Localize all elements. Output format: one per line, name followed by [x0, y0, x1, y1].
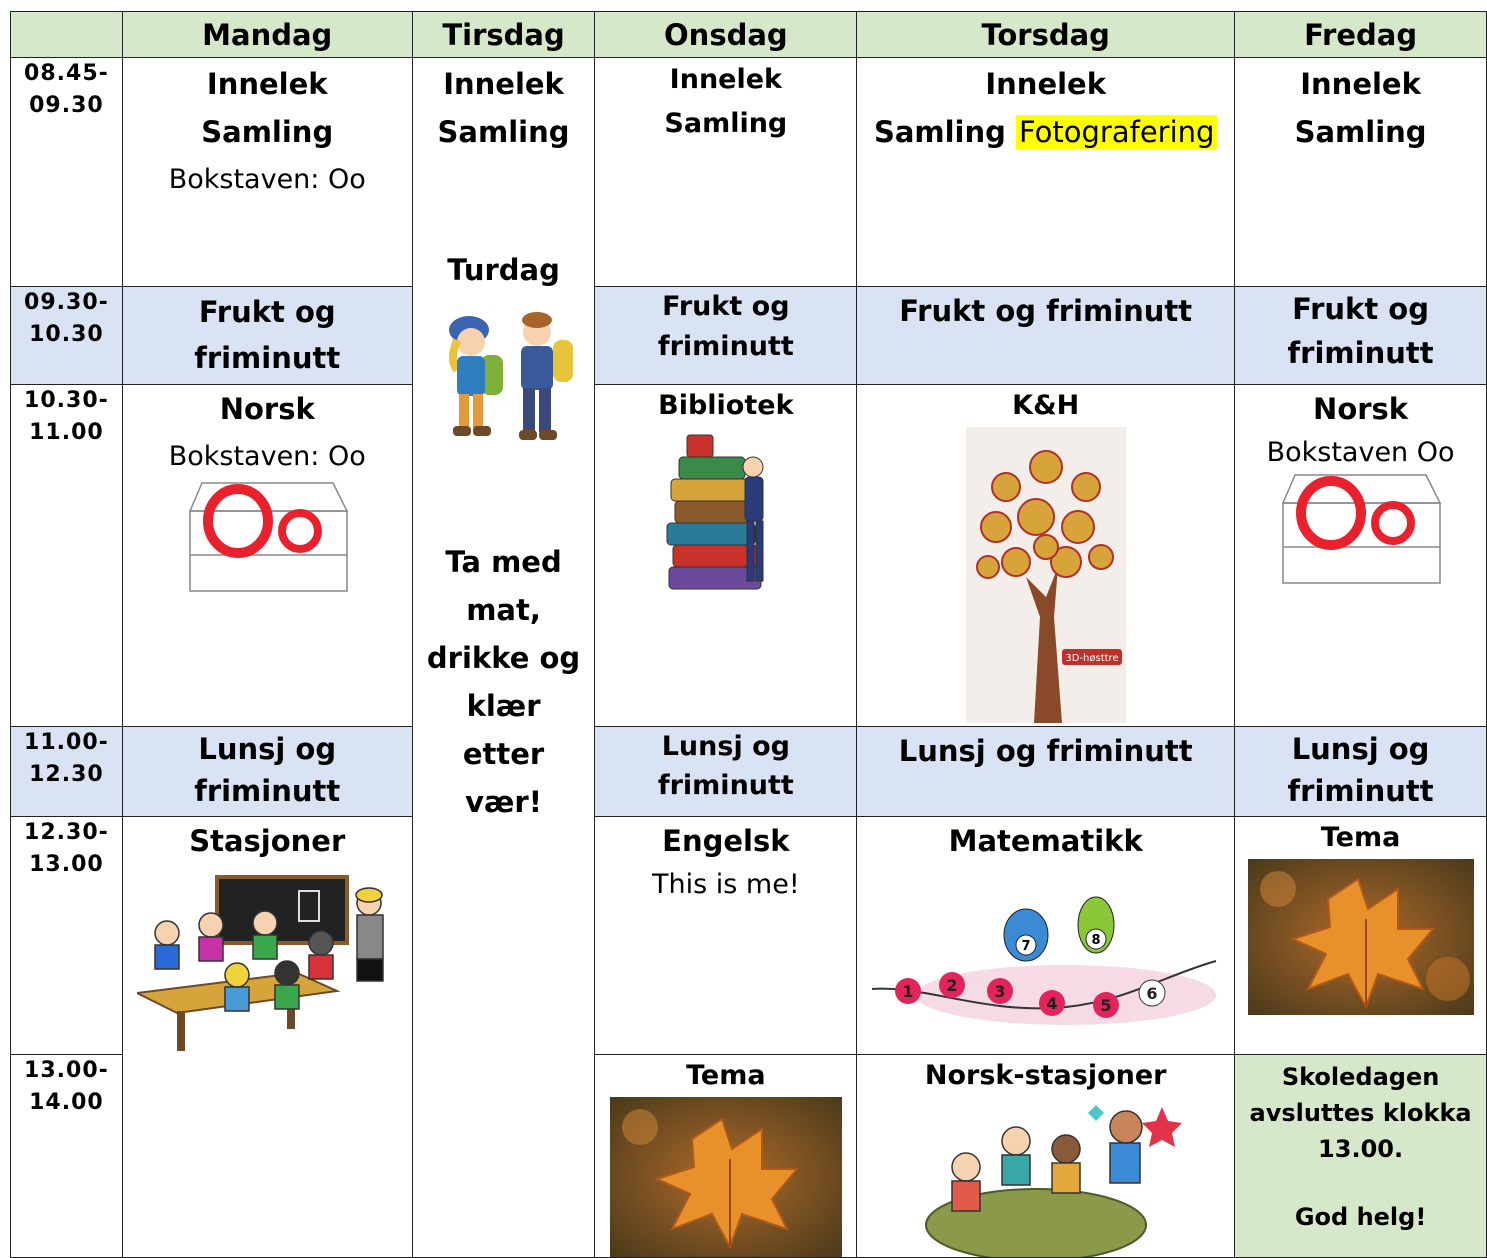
activity-title: Norsk — [1313, 392, 1409, 426]
break-label: Lunsj og — [1291, 732, 1430, 766]
header-mandag: Mandag — [122, 12, 412, 58]
fredag-row1 — [1235, 58, 1487, 287]
break-label: Frukt og — [198, 295, 336, 329]
fredag-row3 — [1235, 385, 1487, 727]
end-of-day-note: 13.00. — [1318, 1135, 1404, 1163]
autumn-leaf-photo — [610, 1097, 842, 1257]
break-label: Lunsj og — [661, 731, 790, 762]
turdag-title: Turdag — [447, 253, 560, 287]
break-label: Frukt og — [1292, 292, 1429, 326]
hikers-illustration — [429, 300, 579, 460]
onsdag-row2 — [595, 287, 857, 385]
tirsdag-column — [412, 58, 595, 1258]
photo-caption: 3D-høsttre — [1065, 653, 1119, 664]
time-slot-3 — [11, 385, 123, 727]
activity-title: Stasjoner — [189, 824, 346, 858]
activity-title: Innelek — [1300, 67, 1421, 101]
activity-title: Tema — [686, 1060, 766, 1091]
onsdag-row3 — [595, 385, 857, 727]
mandag-row3 — [122, 385, 412, 727]
mandag-row2 — [122, 287, 412, 385]
activity-title: K&H — [1012, 390, 1080, 421]
torsdag-samling-line — [857, 108, 1234, 156]
library-books-illustration — [661, 427, 791, 597]
god-helg-note: God helg! — [1294, 1203, 1427, 1231]
break-label: friminutt — [194, 774, 341, 808]
activity-title: Tema — [1320, 822, 1401, 853]
time-slot-4 — [11, 727, 123, 817]
time-end: 10.30 — [29, 322, 104, 347]
activity-title: Innelek — [206, 67, 328, 101]
time-end: 14.00 — [29, 1090, 104, 1115]
character-number: 7 — [1021, 939, 1031, 954]
mandag-row4 — [122, 727, 412, 817]
classroom-illustration — [137, 873, 397, 1063]
number-ball: 3 — [994, 982, 1006, 1001]
time-start: 08.45- — [24, 61, 109, 86]
torsdag-row6 — [857, 1055, 1235, 1258]
break-label: Lunsj og friminutt — [898, 734, 1193, 768]
letter-house-oo — [1273, 473, 1448, 585]
letter-house-oo — [180, 481, 355, 593]
end-of-day-note: Skoledagen — [1281, 1063, 1440, 1091]
activity-title: Norsk-stasjoner — [924, 1060, 1167, 1091]
activity-detail: Bokstaven: Oo — [168, 441, 366, 472]
header-corner — [11, 12, 123, 58]
header-onsdag: Onsdag — [595, 12, 857, 58]
activity-title: Samling — [873, 115, 1006, 149]
math-number-line-illustration — [866, 865, 1226, 1033]
break-label: Lunsj og — [198, 732, 337, 766]
header-fredag: Fredag — [1235, 12, 1487, 58]
number-ball: 4 — [1046, 994, 1058, 1013]
schedule-table — [10, 11, 1487, 1258]
tirsdag-note: Ta med — [445, 545, 562, 579]
activity-title: Samling — [201, 115, 334, 149]
time-start: 13.00- — [24, 1058, 109, 1083]
activity-detail: Bokstaven Oo — [1266, 437, 1455, 468]
break-label: friminutt — [194, 341, 341, 375]
onsdag-row6 — [595, 1055, 857, 1258]
time-slot-2 — [11, 287, 123, 385]
number-ball: 1 — [902, 982, 914, 1001]
activity-title: Norsk — [219, 392, 315, 426]
onsdag-row4 — [595, 727, 857, 817]
activity-detail: Bokstaven: Oo — [168, 164, 366, 195]
time-slot-5 — [11, 817, 123, 1055]
onsdag-row5 — [595, 817, 857, 1055]
torsdag-row2 — [857, 287, 1235, 385]
fredag-row2 — [1235, 287, 1487, 385]
time-start: 12.30- — [24, 820, 109, 845]
time-slot-6 — [11, 1055, 123, 1258]
activity-title: Innelek — [669, 64, 782, 95]
onsdag-row1 — [595, 58, 857, 287]
time-end: 11.00 — [29, 420, 104, 445]
activity-title: Samling — [437, 115, 570, 149]
mandag-row1 — [122, 58, 412, 287]
activity-title: Samling — [664, 108, 788, 139]
mandag-row5 — [122, 817, 412, 1258]
activity-title: Innelek — [443, 67, 564, 101]
norsk-stations-illustration — [906, 1097, 1186, 1257]
header-torsdag: Torsdag — [857, 12, 1235, 58]
tirsdag-note: vær! — [465, 785, 542, 819]
tirsdag-note: drikke og — [426, 641, 581, 675]
time-end: 09.30 — [29, 93, 104, 118]
time-end: 12.30 — [29, 762, 104, 787]
break-label: friminutt — [657, 770, 794, 801]
activity-title: Samling — [1294, 115, 1427, 149]
break-label: friminutt — [657, 331, 794, 362]
tirsdag-note: klær — [466, 689, 541, 723]
time-end: 13.00 — [29, 852, 104, 877]
torsdag-row5 — [857, 817, 1235, 1055]
activity-detail: This is me! — [652, 869, 800, 900]
time-start: 10.30- — [24, 388, 109, 413]
break-label: friminutt — [1287, 774, 1434, 808]
activity-title: Bibliotek — [658, 390, 794, 421]
fotografering-highlight: Fotografering — [1016, 115, 1217, 149]
torsdag-row1 — [857, 58, 1235, 287]
number-ball: 5 — [1100, 996, 1112, 1015]
fredag-row4 — [1235, 727, 1487, 817]
break-label: Frukt og — [662, 291, 790, 322]
time-start: 11.00- — [24, 730, 109, 755]
end-of-day-note: avsluttes klokka — [1249, 1099, 1472, 1127]
activity-title: Matematikk — [948, 824, 1143, 858]
autumn-tree-photo — [966, 427, 1126, 723]
activity-title: Innelek — [985, 67, 1107, 101]
activity-title: Engelsk — [662, 824, 790, 858]
torsdag-row3 — [857, 385, 1235, 727]
break-label: Frukt og friminutt — [899, 294, 1193, 328]
tirsdag-note: etter — [462, 737, 545, 771]
autumn-leaf-photo — [1248, 859, 1474, 1015]
header-tirsdag: Tirsdag — [412, 12, 595, 58]
tirsdag-note: mat, — [466, 593, 541, 627]
fredag-row6 — [1235, 1055, 1487, 1258]
character-number: 8 — [1091, 933, 1101, 948]
torsdag-row4 — [857, 727, 1235, 817]
break-label: friminutt — [1287, 336, 1434, 370]
time-start: 09.30- — [24, 290, 109, 315]
fredag-row5 — [1235, 817, 1487, 1055]
time-slot-1 — [11, 58, 123, 287]
number-ball: 2 — [946, 976, 958, 995]
number-ball: 6 — [1146, 984, 1158, 1003]
